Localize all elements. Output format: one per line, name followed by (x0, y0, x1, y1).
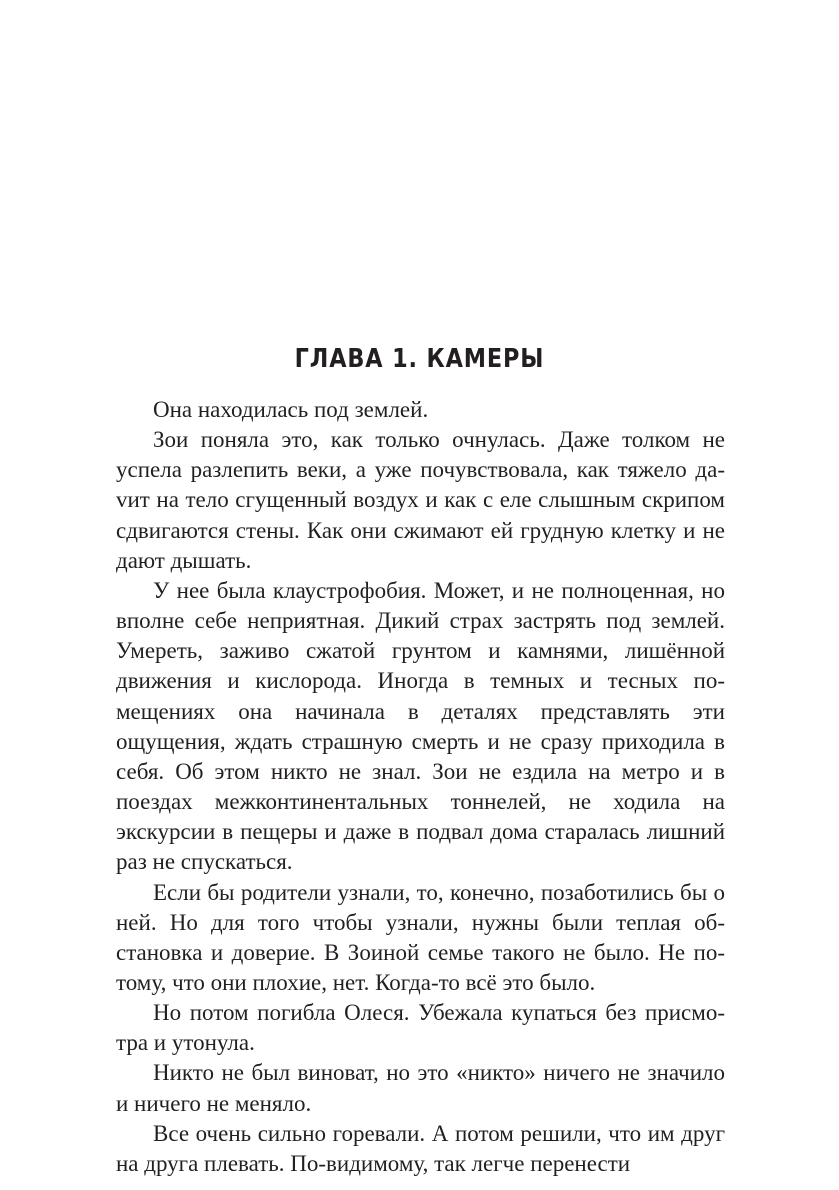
paragraph: Никто не был виноват, но это «никто» ничего не значило и ничего не меняло. (116, 1060, 725, 1116)
chapter-body (116, 395, 725, 1179)
paragraph: Зои поняла это, как только очнулась. Даже толком не успела разлепить веки, а уже почувствовала, как тяжело даvит на тело сгущенный воздух и как с еле слышным скрипом сдвигаются стены. Как они сжимают ей грудную клетку и не дают дышать. (116, 427, 725, 573)
paragraph: Она находилась под землей. (153, 397, 429, 422)
paragraph: Но потом погибла Олеся. Убежала купаться без присмотра и утонула. (116, 1000, 725, 1056)
paragraph: Если бы родители узнали, то, конечно, позаботились бы о ней. Но для того чтобы узнали, нужны были теплая обстановка и доверие. В Зоиной семье такого не было. Не потому, что они плохие, нет. Когда-то всё это было. (116, 879, 725, 995)
paragraph: У нее была клаустрофобия. Может, и не полноценная, но вполне себе неприятная. Дикий страх застрять под землей. Умереть, заживо сжатой грунтом и камнями, лишённой движения и кислорода. Иногда в темных и тесных помещениях она начинала в деталях представлять эти ощущения, ждать страшную смерть и не сразу приходила в себя. Об этом никто не знал. Зои не ездила на метро и в поездах межконтинентальных тоннелей, не ходила на экскурсии в пещеры и даже в подвал дома старалась лишний раз не спускаться. (116, 577, 725, 875)
paragraph: Все очень сильно горевали. А потом решили, что им друг на друга плевать. По-видимому, так легче перенести (116, 1120, 725, 1176)
chapter-title: ГЛАВА 1. КАМЕРЫ (294, 344, 545, 374)
